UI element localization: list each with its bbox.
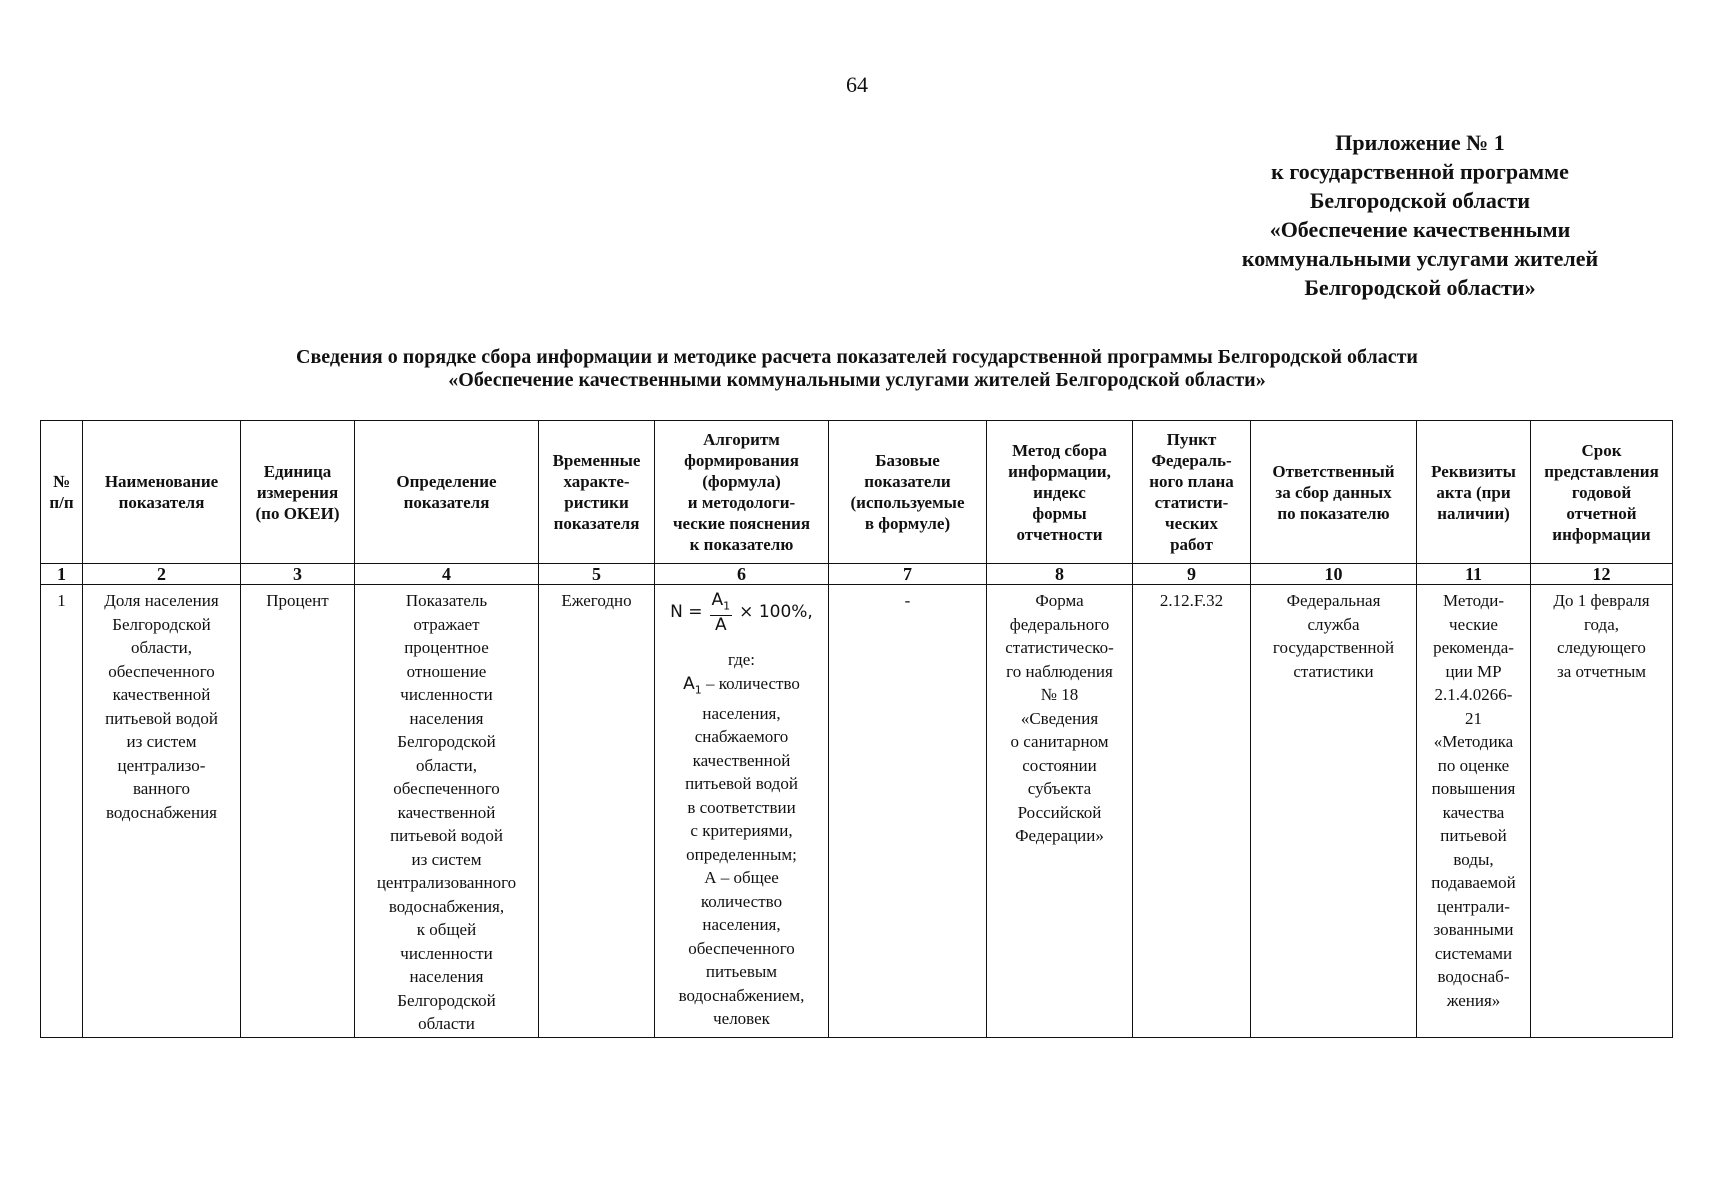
header-base: Базовые показатели (используемые в формуле) <box>829 421 987 564</box>
cell-unit: Процент <box>241 585 355 1038</box>
cell-base: - <box>829 585 987 1038</box>
header-deadline: Срок представления годовой отчетной информации <box>1531 421 1673 564</box>
header-name: Наименование показателя <box>83 421 241 564</box>
appendix-line: к государственной программе <box>1271 159 1569 184</box>
formula-lhs: N = <box>670 601 703 622</box>
document-title <box>0 346 1714 392</box>
header-responsible: Ответственный за сбор данных по показателю <box>1251 421 1417 564</box>
formula-where: где: <box>727 650 756 670</box>
column-number: 10 <box>1251 564 1417 585</box>
formula-a1-text: – количество населения, снабжаемого качественной питьевой водой в соответствии с критериями, определенным; <box>685 673 800 864</box>
cell-name: Доля населения Белгородской области, обеспеченного качественной питьевой водой из систем централизо- ванного водоснабжения <box>83 585 241 1038</box>
document-title-line: «Обеспечение качественными коммунальными услугами жителей Белгородской области» <box>448 369 1266 391</box>
cell-num: 1 <box>41 585 83 1038</box>
cell-plan-item: 2.12.F.32 <box>1133 585 1251 1038</box>
column-number: 3 <box>241 564 355 585</box>
column-number: 12 <box>1531 564 1673 585</box>
formula-a1-sub: 1 <box>694 683 702 697</box>
header-algorithm: Алгоритм формирования (формула) и методологи- ческие пояснения к показателю <box>655 421 829 564</box>
header-method: Метод сбора информации, индекс формы отчетности <box>987 421 1133 564</box>
appendix-line: Белгородской области <box>1309 188 1531 213</box>
formula-rhs: × 100%, <box>739 601 813 622</box>
header-act: Реквизиты акта (при наличии) <box>1417 421 1531 564</box>
formula <box>670 591 813 634</box>
formula-fraction <box>710 591 733 634</box>
document-title-line: Сведения о порядке сбора информации и методике расчета показателей государственной программы Белгородской области <box>296 346 1418 368</box>
cell-time: Ежегодно <box>539 585 655 1038</box>
formula-numerator-symbol: A <box>711 590 724 610</box>
indicators-table <box>40 420 1673 1038</box>
column-number-row <box>41 564 1673 585</box>
header-num: № п/п <box>41 421 83 564</box>
header-plan-item: Пункт Федераль- ного плана статисти- ческих работ <box>1133 421 1251 564</box>
appendix-line: Белгородской области» <box>1304 275 1536 300</box>
appendix-line: коммунальными услугами жителей <box>1241 246 1599 271</box>
formula-a1-symbol: A <box>683 673 695 694</box>
cell-algorithm <box>655 585 829 1038</box>
formula-a1-definition <box>657 672 826 866</box>
formula-numerator <box>710 591 733 616</box>
column-number: 2 <box>83 564 241 585</box>
cell-method: Форма федерального статистическо- го наблюдения № 18 «Сведения о санитарном состоянии субъекта Российской Федерации» <box>987 585 1133 1038</box>
column-number: 11 <box>1417 564 1531 585</box>
table-row <box>41 585 1673 1038</box>
formula-denominator: A <box>715 615 727 636</box>
header-time: Временные характе- ристики показателя <box>539 421 655 564</box>
column-number: 1 <box>41 564 83 585</box>
column-number: 8 <box>987 564 1133 585</box>
appendix-line: «Обеспечение качественными <box>1269 217 1571 242</box>
column-number: 5 <box>539 564 655 585</box>
formula-a-definition: А – общее количество населения, обеспеченного питьевым водоснабжением, человек <box>678 868 805 1029</box>
formula-numerator-sub: 1 <box>723 599 731 613</box>
table-header-row <box>41 421 1673 564</box>
cell-responsible: Федеральная служба государственной статистики <box>1251 585 1417 1038</box>
header-unit: Единица измерения (по ОКЕИ) <box>241 421 355 564</box>
column-number: 4 <box>355 564 539 585</box>
header-definition: Определение показателя <box>355 421 539 564</box>
cell-definition: Показатель отражает процентное отношение численности населения Белгородской области, обеспеченного качественной питьевой водой из систем централизованного водоснабжения, к общей численности населения Белгородской области <box>355 585 539 1038</box>
column-number: 7 <box>829 564 987 585</box>
appendix-heading <box>1210 128 1630 302</box>
page-number: 64 <box>846 72 868 97</box>
cell-deadline: До 1 февраля года, следующего за отчетным <box>1531 585 1673 1038</box>
column-number: 9 <box>1133 564 1251 585</box>
appendix-line: Приложение № 1 <box>1335 130 1505 155</box>
cell-act: Методи- ческие рекоменда- ции МР 2.1.4.0266- 21 «Методика по оценке повышения качества питьевой воды, подаваемой централи- зованными системами водоснаб- жения» <box>1417 585 1531 1038</box>
column-number: 6 <box>655 564 829 585</box>
